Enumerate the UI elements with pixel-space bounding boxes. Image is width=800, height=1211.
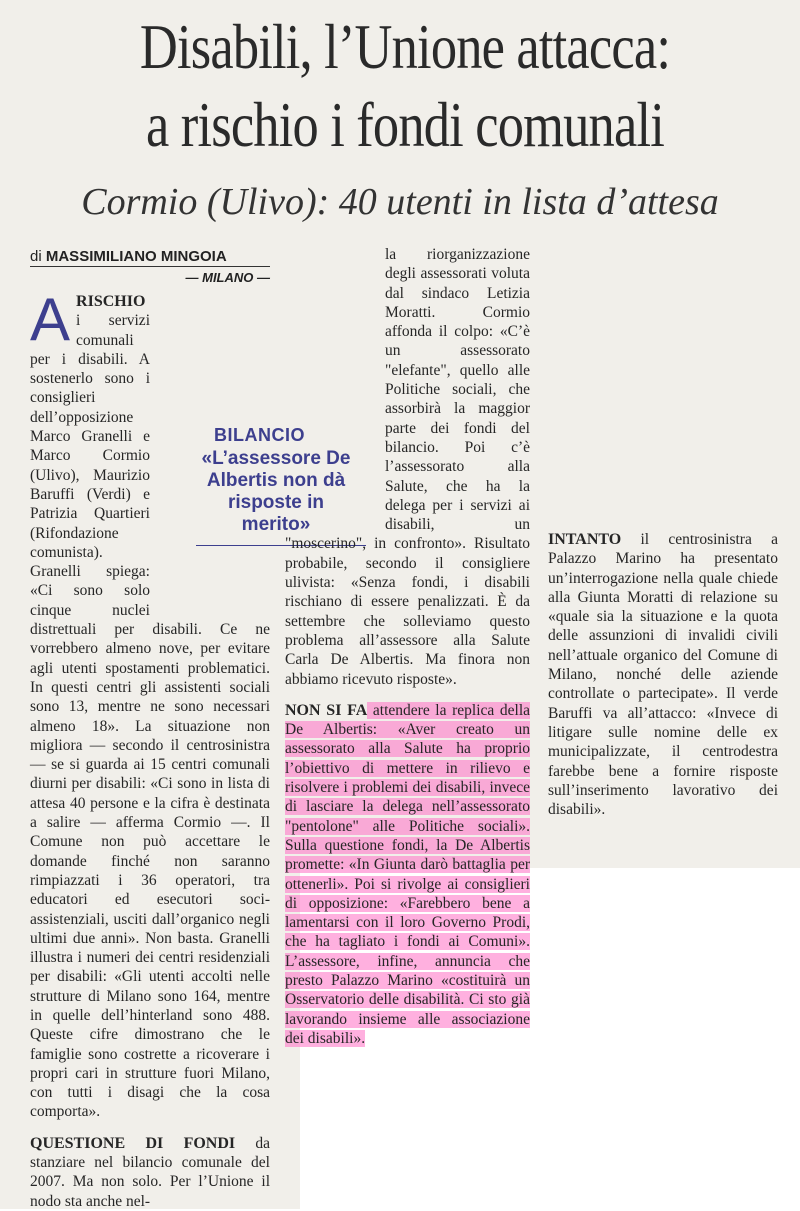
column-1-text-2: da stanziare nel bilancio comunale del 2007. Ma non solo. Per l’Unione il nodo sta anche nel- bbox=[30, 1134, 270, 1210]
column-1-paragraph-2 bbox=[30, 1134, 270, 1211]
headline-line-1: Disabili, l’Unione attacca: bbox=[139, 11, 671, 82]
headline-line-2: a rischio i fondi comunali bbox=[146, 89, 664, 160]
column-2-paragraph-2 bbox=[285, 701, 530, 1048]
byline bbox=[30, 248, 270, 267]
subheadline: Cormio (Ulivo): 40 utenti in lista d’attesa bbox=[81, 181, 719, 223]
column-1-text: i servizi comunali per i disabili. A sostenerlo sono i consiglieri dell’opposizione Marco Granelli e Marco Cormio (Ulivo), Maurizio Baruffi (Verdi) e Patrizia Quartieri (Rifondazione comunista). Granelli spiega: «Ci sono solo cinque nuclei distrettuali per disabili. Ce ne vorrebbero almeno nove, per evitare agli utenti spostamenti problematici. In questi centri gli assistenti sociali sono 13, mentre ne sono necessari almeno 18». La situazione non migliora — secondo il centrosinistra — se si guarda ai 15 centri comunali diurni per disabili: «Ci sono in lista di attesa 40 persone e la cifra è destinata a salire — afferma Cormio —. Il Comune non può accettare le domande finché non saranno rimpiazzati i 36 operatori, tra educatori ed esecutori soci-assistenziali, usciti dall’organico negli ultimi due anni». Non basta. Granelli illustra i numeri dei centri residenziali per disabili: «Gli utenti accolti nelle strutture di Milano sono 164, mentre in quelle dell’hinterland sono 488. Queste cifre dimostrano che le famiglie sono costrette a ricoverare i propri cari in strutture fuori Milano, con tutti i disagi che la cosa comporta». bbox=[30, 312, 270, 1121]
column-3-text: il centrosinistra a Palazzo Marino ha presentato un’interrogazione nella quale chiede alla Giunta Moratti di relazione su «quale sia la situazione e la quota delle assunzioni di invalidi civili nell’attuale organico del Comune di Milano, nonché delle aziende controllate o partecipate». Il verde Baruffi va all’attacco: «Invece di litigare sulle nomine delle ex municipalizzate, il centrodestra farebbe bene a fornire risposte sull’inserimento lavorativo dei disabili». bbox=[548, 531, 778, 819]
column-2-text: la riorganizzazione degli assessorati voluta dal sindaco Letizia Moratti. Cormio affonda il colpo: «C’è un assessorato "elefante", quello alle Politiche sociali, che assorbirà la maggior parte dei fondi del bilancio. Poi c’è l’assessorato alla Salute, che ha la delega per i servizi ai disabili, un "moscerino", in confronto». Risultato probabile, secondo il consigliere ulivista: «Senza fondi, i disabili rischiano di essere penalizzati. È da settembre che solleviamo questo problema all’assessore alla Salute Carla De Albertis. Ma finora non abbiamo ricevuto risposte». bbox=[285, 246, 530, 688]
lead-word: RISCHIO bbox=[76, 293, 146, 310]
column-3-paragraph bbox=[548, 530, 778, 819]
column-2-paragraph-1 bbox=[285, 245, 530, 689]
article-column-3 bbox=[548, 530, 778, 850]
drop-cap: A bbox=[30, 286, 71, 353]
dateline: — MILANO — bbox=[185, 270, 270, 285]
pull-quote-text: «L’assessore De Albertis non dà risposte in merito» bbox=[201, 448, 351, 535]
pull-quote-kicker: BILANCIO bbox=[214, 425, 305, 445]
byline-prefix: di bbox=[30, 248, 42, 265]
article-column-2 bbox=[285, 245, 530, 1047]
section-lead-questione: QUESTIONE DI FONDI bbox=[30, 1134, 236, 1152]
byline-author: MASSIMILIANO MINGOIA bbox=[45, 248, 227, 265]
headline bbox=[98, 8, 713, 164]
highlighted-text: attendere la replica della De Albertis: «Aver creato un assessorato alla Salute ha proprio l’obiettivo di mettere in rilievo e risolvere i problemi dei disabili, invece di lasciare la delega nell’assessorato "pentolone" alle Politiche sociali». Sulla questione fondi, la De Albertis promette: «In Giunta darò battaglia per ottenerli». Poi si rivolge ai consiglieri di opposizione: «Farebbero bene a lamentarsi con il loro Governo Prodi, che ha tagliato i fondi ai Comuni». L’assessore, infine, annuncia che presto Palazzo Marino «costituirà un Osservatorio delle disabilità. Ci sto già lavorando insieme alle associazione dei disabili». bbox=[285, 701, 530, 1047]
section-lead-intanto: INTANTO bbox=[548, 531, 622, 548]
section-lead-non-si-fa: NON SI FA bbox=[285, 701, 368, 719]
column-1-paragraph-1 bbox=[30, 286, 270, 1122]
